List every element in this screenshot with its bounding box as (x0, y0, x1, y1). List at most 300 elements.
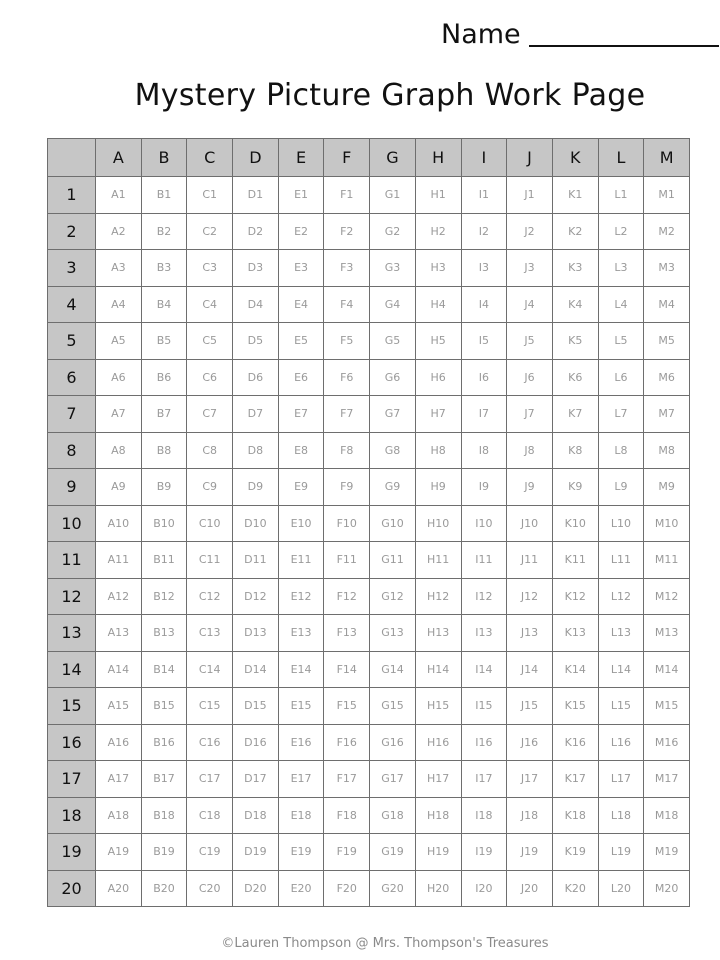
grid-cell[interactable]: F2 (324, 213, 370, 250)
grid-cell[interactable]: K7 (552, 396, 598, 433)
grid-cell[interactable]: C16 (187, 724, 233, 761)
grid-cell[interactable]: F6 (324, 359, 370, 396)
grid-cell[interactable]: F12 (324, 578, 370, 615)
grid-cell[interactable]: H4 (415, 286, 461, 323)
grid-cell[interactable]: J17 (507, 761, 553, 798)
row-header: 7 (48, 396, 96, 433)
grid-cell[interactable]: M2 (644, 213, 690, 250)
grid-cell[interactable]: E2 (278, 213, 324, 250)
grid-cell[interactable]: M4 (644, 286, 690, 323)
page-title: Mystery Picture Graph Work Page (134, 78, 646, 113)
row-header: 16 (48, 724, 96, 761)
grid-row (48, 250, 690, 287)
grid-cell[interactable]: J2 (507, 213, 553, 250)
grid-row (48, 688, 690, 725)
grid-cell[interactable]: J5 (507, 323, 553, 360)
column-header: J (507, 139, 553, 177)
grid-cell[interactable]: I6 (461, 359, 507, 396)
grid-cell[interactable]: L5 (598, 323, 644, 360)
grid-cell[interactable]: B15 (141, 688, 187, 725)
grid-cell[interactable]: H13 (415, 615, 461, 652)
grid-cell[interactable]: H3 (415, 250, 461, 287)
grid-row (48, 542, 690, 579)
grid-cell[interactable]: M18 (644, 797, 690, 834)
grid-cell[interactable]: M5 (644, 323, 690, 360)
grid-cell[interactable]: E6 (278, 359, 324, 396)
grid-cell[interactable]: E5 (278, 323, 324, 360)
grid-cell[interactable]: D12 (233, 578, 279, 615)
grid-cell[interactable]: F3 (324, 250, 370, 287)
grid-cell[interactable]: E9 (278, 469, 324, 506)
grid-cell[interactable]: J6 (507, 359, 553, 396)
grid-cell[interactable]: M3 (644, 250, 690, 287)
grid-cell[interactable]: L11 (598, 542, 644, 579)
grid-cell[interactable]: K13 (552, 615, 598, 652)
row-header: 10 (48, 505, 96, 542)
grid-cell[interactable]: C11 (187, 542, 233, 579)
grid-cell[interactable]: J1 (507, 177, 553, 214)
grid-cell[interactable]: K18 (552, 797, 598, 834)
grid-cell[interactable]: A20 (96, 870, 142, 907)
grid-row (48, 469, 690, 506)
row-header: 18 (48, 797, 96, 834)
grid-cell[interactable]: K10 (552, 505, 598, 542)
grid-cell[interactable]: F17 (324, 761, 370, 798)
grid-cell[interactable]: C10 (187, 505, 233, 542)
grid-cell[interactable]: F9 (324, 469, 370, 506)
grid-cell[interactable]: E14 (278, 651, 324, 688)
grid-cell[interactable]: A15 (96, 688, 142, 725)
grid-cell[interactable]: A10 (96, 505, 142, 542)
grid-cell[interactable]: B5 (141, 323, 187, 360)
grid-cell[interactable]: E11 (278, 542, 324, 579)
grid-cell[interactable]: D14 (233, 651, 279, 688)
grid-cell[interactable]: A9 (96, 469, 142, 506)
grid-cell[interactable]: K14 (552, 651, 598, 688)
grid-cell[interactable]: F18 (324, 797, 370, 834)
grid-cell[interactable]: C13 (187, 615, 233, 652)
grid-cell[interactable]: A6 (96, 359, 142, 396)
grid-cell[interactable]: D1 (233, 177, 279, 214)
grid-cell[interactable]: M1 (644, 177, 690, 214)
grid-cell[interactable]: M9 (644, 469, 690, 506)
grid-cell[interactable]: B17 (141, 761, 187, 798)
grid-cell[interactable]: I5 (461, 323, 507, 360)
grid-cell[interactable]: H8 (415, 432, 461, 469)
grid-cell[interactable]: J4 (507, 286, 553, 323)
grid-cell[interactable]: K8 (552, 432, 598, 469)
grid-cell[interactable]: M11 (644, 542, 690, 579)
grid-cell[interactable]: F7 (324, 396, 370, 433)
row-header: 14 (48, 651, 96, 688)
grid-cell[interactable]: J11 (507, 542, 553, 579)
grid-cell[interactable]: I3 (461, 250, 507, 287)
grid-cell[interactable]: K19 (552, 834, 598, 871)
grid-cell[interactable]: D7 (233, 396, 279, 433)
grid-cell[interactable]: L17 (598, 761, 644, 798)
grid-cell[interactable]: F5 (324, 323, 370, 360)
grid-cell[interactable]: A14 (96, 651, 142, 688)
grid-cell[interactable]: E1 (278, 177, 324, 214)
grid-cell[interactable]: I17 (461, 761, 507, 798)
grid-cell[interactable]: G19 (370, 834, 416, 871)
grid-cell[interactable]: M13 (644, 615, 690, 652)
grid-cell[interactable]: A1 (96, 177, 142, 214)
grid-cell[interactable]: F14 (324, 651, 370, 688)
column-header: I (461, 139, 507, 177)
grid-cell[interactable]: B14 (141, 651, 187, 688)
grid-cell[interactable]: G15 (370, 688, 416, 725)
grid-cell[interactable]: D20 (233, 870, 279, 907)
grid-cell[interactable]: I8 (461, 432, 507, 469)
grid-row (48, 615, 690, 652)
column-header: D (233, 139, 279, 177)
grid-cell[interactable]: H16 (415, 724, 461, 761)
grid-cell[interactable]: H7 (415, 396, 461, 433)
grid-cell[interactable]: J18 (507, 797, 553, 834)
grid-row (48, 761, 690, 798)
grid-cell[interactable]: J19 (507, 834, 553, 871)
grid-cell[interactable]: B11 (141, 542, 187, 579)
grid-cell[interactable]: A11 (96, 542, 142, 579)
grid-cell[interactable]: A19 (96, 834, 142, 871)
grid-cell[interactable]: D4 (233, 286, 279, 323)
grid-cell[interactable]: A17 (96, 761, 142, 798)
grid-cell[interactable]: D8 (233, 432, 279, 469)
grid-cell[interactable]: J20 (507, 870, 553, 907)
grid-cell[interactable]: C5 (187, 323, 233, 360)
grid-cell[interactable]: H2 (415, 213, 461, 250)
grid-cell[interactable]: G4 (370, 286, 416, 323)
grid-cell[interactable]: G10 (370, 505, 416, 542)
grid-cell[interactable]: B6 (141, 359, 187, 396)
grid-cell[interactable]: I19 (461, 834, 507, 871)
grid-cell[interactable]: D17 (233, 761, 279, 798)
grid-cell[interactable]: E3 (278, 250, 324, 287)
row-header: 11 (48, 542, 96, 579)
grid-row (48, 286, 690, 323)
row-header: 5 (48, 323, 96, 360)
grid-cell[interactable]: A3 (96, 250, 142, 287)
grid-cell[interactable]: I20 (461, 870, 507, 907)
grid-cell[interactable]: B3 (141, 250, 187, 287)
grid-cell[interactable]: K12 (552, 578, 598, 615)
grid-cell[interactable]: I7 (461, 396, 507, 433)
grid-cell[interactable]: F20 (324, 870, 370, 907)
grid-cell[interactable]: E15 (278, 688, 324, 725)
grid-cell[interactable]: L3 (598, 250, 644, 287)
grid-cell[interactable]: F4 (324, 286, 370, 323)
grid-cell[interactable]: K9 (552, 469, 598, 506)
grid-cell[interactable]: A5 (96, 323, 142, 360)
grid-row (48, 323, 690, 360)
grid-cell[interactable]: J9 (507, 469, 553, 506)
grid-cell[interactable]: L4 (598, 286, 644, 323)
grid-cell[interactable]: C18 (187, 797, 233, 834)
grid-cell[interactable]: I18 (461, 797, 507, 834)
grid-cell[interactable]: M15 (644, 688, 690, 725)
name-blank-line[interactable] (529, 45, 719, 47)
grid-cell[interactable]: K20 (552, 870, 598, 907)
grid-cell[interactable]: B20 (141, 870, 187, 907)
grid-cell[interactable]: E4 (278, 286, 324, 323)
grid-cell[interactable]: K1 (552, 177, 598, 214)
grid-cell[interactable]: A4 (96, 286, 142, 323)
grid-cell[interactable]: I1 (461, 177, 507, 214)
grid-cell[interactable]: J13 (507, 615, 553, 652)
grid-cell[interactable]: K3 (552, 250, 598, 287)
grid-cell[interactable]: D18 (233, 797, 279, 834)
grid-cell[interactable]: H18 (415, 797, 461, 834)
grid-cell[interactable]: C2 (187, 213, 233, 250)
grid-cell[interactable]: E17 (278, 761, 324, 798)
grid-cell[interactable]: H6 (415, 359, 461, 396)
grid-cell[interactable]: D15 (233, 688, 279, 725)
grid-cell[interactable]: C17 (187, 761, 233, 798)
grid-cell[interactable]: M7 (644, 396, 690, 433)
grid-cell[interactable]: H9 (415, 469, 461, 506)
grid-cell[interactable]: B9 (141, 469, 187, 506)
grid-cell[interactable]: J14 (507, 651, 553, 688)
grid-cell[interactable]: C1 (187, 177, 233, 214)
grid-cell[interactable]: J16 (507, 724, 553, 761)
grid-cell[interactable]: F8 (324, 432, 370, 469)
grid-cell[interactable]: B4 (141, 286, 187, 323)
grid-cell[interactable]: G2 (370, 213, 416, 250)
grid-cell[interactable]: M6 (644, 359, 690, 396)
grid-cell[interactable]: E19 (278, 834, 324, 871)
grid-row (48, 177, 690, 214)
grid-cell[interactable]: I9 (461, 469, 507, 506)
grid-cell[interactable]: G12 (370, 578, 416, 615)
row-header: 9 (48, 469, 96, 506)
grid-cell[interactable]: A12 (96, 578, 142, 615)
grid-row (48, 578, 690, 615)
column-header-row (48, 139, 690, 177)
grid-cell[interactable]: A18 (96, 797, 142, 834)
grid-cell[interactable]: G18 (370, 797, 416, 834)
grid-cell[interactable]: G5 (370, 323, 416, 360)
grid-cell[interactable]: B16 (141, 724, 187, 761)
grid-cell[interactable]: H14 (415, 651, 461, 688)
grid-cell[interactable]: B13 (141, 615, 187, 652)
grid-cell[interactable]: L9 (598, 469, 644, 506)
grid-cell[interactable]: D16 (233, 724, 279, 761)
grid-cell[interactable]: L12 (598, 578, 644, 615)
grid-cell[interactable]: F10 (324, 505, 370, 542)
grid-cell[interactable]: B19 (141, 834, 187, 871)
grid-cell[interactable]: C14 (187, 651, 233, 688)
row-header: 17 (48, 761, 96, 798)
grid-cell[interactable]: L10 (598, 505, 644, 542)
grid-cell[interactable]: A2 (96, 213, 142, 250)
grid-cell[interactable]: I2 (461, 213, 507, 250)
grid-cell[interactable]: D3 (233, 250, 279, 287)
grid-cell[interactable]: L15 (598, 688, 644, 725)
row-header: 19 (48, 834, 96, 871)
grid-cell[interactable]: C7 (187, 396, 233, 433)
grid-cell[interactable]: E13 (278, 615, 324, 652)
grid-cell[interactable]: G17 (370, 761, 416, 798)
grid-cell[interactable]: C15 (187, 688, 233, 725)
grid-cell[interactable]: M20 (644, 870, 690, 907)
grid-cell[interactable]: A16 (96, 724, 142, 761)
grid-cell[interactable]: J7 (507, 396, 553, 433)
grid-cell[interactable]: B8 (141, 432, 187, 469)
grid-cell[interactable]: C8 (187, 432, 233, 469)
grid-cell[interactable]: E18 (278, 797, 324, 834)
grid-cell[interactable]: G20 (370, 870, 416, 907)
grid-cell[interactable]: L2 (598, 213, 644, 250)
grid-cell[interactable]: K4 (552, 286, 598, 323)
grid-cell[interactable]: D11 (233, 542, 279, 579)
grid-cell[interactable]: E7 (278, 396, 324, 433)
grid-cell[interactable]: H17 (415, 761, 461, 798)
grid-cell[interactable]: G7 (370, 396, 416, 433)
grid-cell[interactable]: L16 (598, 724, 644, 761)
grid-cell[interactable]: G6 (370, 359, 416, 396)
grid-cell[interactable]: D2 (233, 213, 279, 250)
grid-cell[interactable]: B2 (141, 213, 187, 250)
column-header: G (370, 139, 416, 177)
grid-cell[interactable]: F13 (324, 615, 370, 652)
grid-cell[interactable]: H5 (415, 323, 461, 360)
grid-cell[interactable]: B7 (141, 396, 187, 433)
grid-cell[interactable]: F1 (324, 177, 370, 214)
grid-cell[interactable]: D6 (233, 359, 279, 396)
column-header: A (96, 139, 142, 177)
grid-cell[interactable]: L19 (598, 834, 644, 871)
grid-cell[interactable]: C9 (187, 469, 233, 506)
grid-cell[interactable]: D19 (233, 834, 279, 871)
grid-cell[interactable]: C3 (187, 250, 233, 287)
grid-cell[interactable]: G13 (370, 615, 416, 652)
row-header: 3 (48, 250, 96, 287)
grid-cell[interactable]: I15 (461, 688, 507, 725)
grid-cell[interactable]: E20 (278, 870, 324, 907)
grid-cell[interactable]: E16 (278, 724, 324, 761)
grid-cell[interactable]: D10 (233, 505, 279, 542)
grid-cell[interactable]: D9 (233, 469, 279, 506)
grid-cell[interactable]: G11 (370, 542, 416, 579)
grid-cell[interactable]: B18 (141, 797, 187, 834)
column-header: L (598, 139, 644, 177)
grid-cell[interactable]: L8 (598, 432, 644, 469)
grid-cell[interactable]: J8 (507, 432, 553, 469)
grid-cell[interactable]: J12 (507, 578, 553, 615)
grid-cell[interactable]: L7 (598, 396, 644, 433)
grid-cell[interactable]: H20 (415, 870, 461, 907)
grid-cell[interactable]: F19 (324, 834, 370, 871)
grid-cell[interactable]: I11 (461, 542, 507, 579)
grid-cell[interactable]: I4 (461, 286, 507, 323)
grid-cell[interactable]: K6 (552, 359, 598, 396)
grid-row (48, 359, 690, 396)
grid-cell[interactable]: C19 (187, 834, 233, 871)
grid-cell[interactable]: C4 (187, 286, 233, 323)
grid-cell[interactable]: H1 (415, 177, 461, 214)
grid-cell[interactable]: H15 (415, 688, 461, 725)
row-header: 8 (48, 432, 96, 469)
grid-cell[interactable]: C6 (187, 359, 233, 396)
grid-cell[interactable]: B1 (141, 177, 187, 214)
grid-cell[interactable]: H12 (415, 578, 461, 615)
grid-cell[interactable]: C12 (187, 578, 233, 615)
grid-cell[interactable]: G14 (370, 651, 416, 688)
grid-cell[interactable]: B10 (141, 505, 187, 542)
grid-cell[interactable]: G9 (370, 469, 416, 506)
row-header: 12 (48, 578, 96, 615)
grid-cell[interactable]: I10 (461, 505, 507, 542)
grid-cell[interactable]: K11 (552, 542, 598, 579)
grid-cell[interactable]: A13 (96, 615, 142, 652)
grid-cell[interactable]: M14 (644, 651, 690, 688)
grid-cell[interactable]: C20 (187, 870, 233, 907)
grid-cell[interactable]: E12 (278, 578, 324, 615)
grid-cell[interactable]: M8 (644, 432, 690, 469)
grid-cell[interactable]: J3 (507, 250, 553, 287)
grid-cell[interactable]: G3 (370, 250, 416, 287)
grid-cell[interactable]: K5 (552, 323, 598, 360)
grid-cell[interactable]: K2 (552, 213, 598, 250)
grid-cell[interactable]: E8 (278, 432, 324, 469)
grid-cell[interactable]: F15 (324, 688, 370, 725)
grid-cell[interactable]: M10 (644, 505, 690, 542)
grid-cell[interactable]: F11 (324, 542, 370, 579)
grid-cell[interactable]: K16 (552, 724, 598, 761)
grid-cell[interactable]: E10 (278, 505, 324, 542)
grid-cell[interactable]: D13 (233, 615, 279, 652)
copyright-footer: ©Lauren Thompson @ Mrs. Thompson's Treasures (221, 936, 549, 951)
grid-cell[interactable]: L6 (598, 359, 644, 396)
grid-cell[interactable]: L1 (598, 177, 644, 214)
grid-cell[interactable]: H10 (415, 505, 461, 542)
grid-cell[interactable]: I12 (461, 578, 507, 615)
grid-cell[interactable]: G1 (370, 177, 416, 214)
grid-cell[interactable]: J10 (507, 505, 553, 542)
grid-cell[interactable]: L18 (598, 797, 644, 834)
grid-cell[interactable]: J15 (507, 688, 553, 725)
grid-cell[interactable]: K15 (552, 688, 598, 725)
grid-cell[interactable]: H11 (415, 542, 461, 579)
grid-cell[interactable]: D5 (233, 323, 279, 360)
grid-cell[interactable]: I13 (461, 615, 507, 652)
column-header: B (141, 139, 187, 177)
grid-cell[interactable]: M12 (644, 578, 690, 615)
grid-cell[interactable]: G8 (370, 432, 416, 469)
grid-cell[interactable]: M19 (644, 834, 690, 871)
grid-cell[interactable]: A8 (96, 432, 142, 469)
row-header: 15 (48, 688, 96, 725)
grid-row (48, 396, 690, 433)
grid-cell[interactable]: L14 (598, 651, 644, 688)
grid-cell[interactable]: M16 (644, 724, 690, 761)
grid-cell[interactable]: F16 (324, 724, 370, 761)
name-field (441, 18, 719, 52)
grid-cell[interactable]: L13 (598, 615, 644, 652)
grid-cell[interactable]: A7 (96, 396, 142, 433)
column-header: F (324, 139, 370, 177)
grid-cell[interactable]: H19 (415, 834, 461, 871)
grid-cell[interactable]: I16 (461, 724, 507, 761)
grid-cell[interactable]: G16 (370, 724, 416, 761)
grid-cell[interactable]: M17 (644, 761, 690, 798)
grid-cell[interactable]: B12 (141, 578, 187, 615)
grid-cell[interactable]: I14 (461, 651, 507, 688)
grid-row (48, 651, 690, 688)
grid-cell[interactable]: K17 (552, 761, 598, 798)
grid-cell[interactable]: L20 (598, 870, 644, 907)
